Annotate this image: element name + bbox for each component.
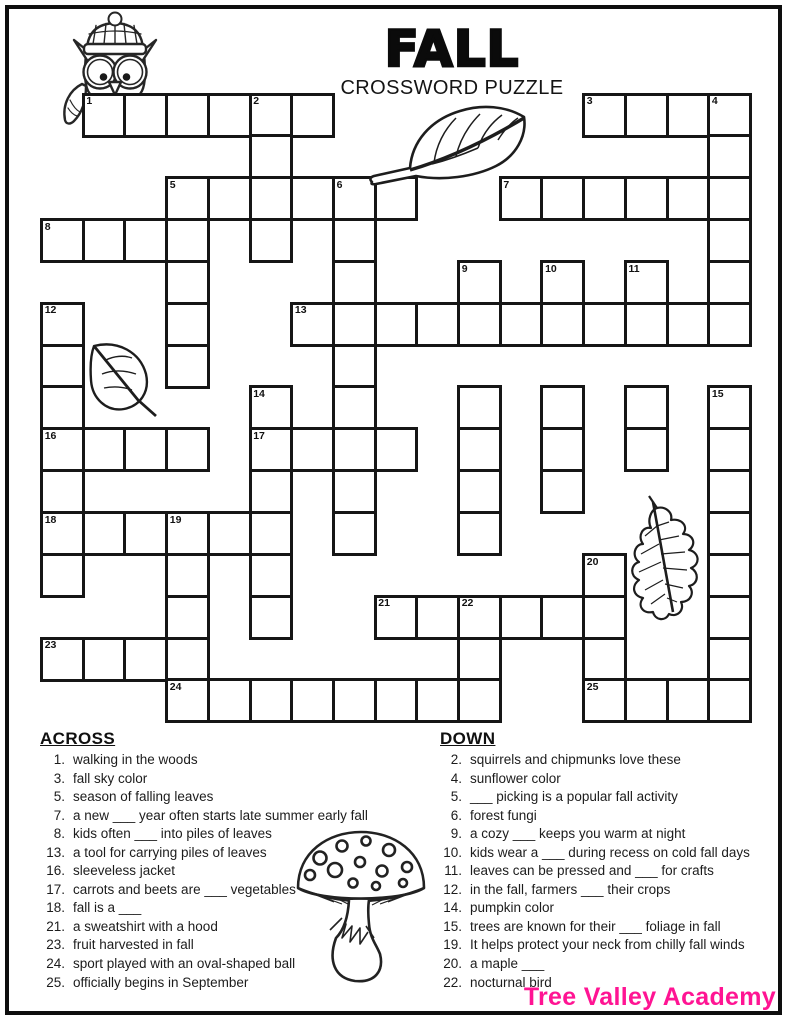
grid-cell[interactable] bbox=[540, 176, 585, 221]
grid-cell[interactable] bbox=[165, 427, 210, 472]
grid-cell[interactable] bbox=[249, 134, 294, 179]
grid-cell[interactable] bbox=[249, 678, 294, 723]
grid-cell[interactable] bbox=[332, 678, 377, 723]
clue-number: 9. bbox=[450, 826, 462, 842]
grid-cell[interactable] bbox=[707, 637, 752, 682]
cell-number: 10 bbox=[545, 262, 557, 275]
grid-cell[interactable] bbox=[374, 678, 419, 723]
grid-cell[interactable] bbox=[582, 176, 627, 221]
grid-cell[interactable] bbox=[332, 218, 377, 263]
grid-cell[interactable] bbox=[499, 595, 544, 640]
clue-text: a maple ___ bbox=[470, 956, 545, 972]
cell-number: 15 bbox=[711, 388, 724, 401]
cell-number: 13 bbox=[294, 304, 307, 317]
clue-text: fall is a ___ bbox=[73, 900, 142, 916]
cell-number: 5 bbox=[169, 178, 176, 191]
grid-cell[interactable] bbox=[165, 637, 210, 682]
clue-number: 15. bbox=[443, 918, 462, 934]
clue-text: carrots and beets are ___ vegetables bbox=[73, 881, 296, 897]
grid-cell[interactable] bbox=[165, 344, 210, 389]
grid-cell[interactable] bbox=[707, 553, 752, 598]
clue-number: 8. bbox=[53, 826, 65, 842]
clue-item bbox=[40, 844, 368, 863]
across-heading: ACROSS bbox=[40, 729, 116, 748]
grid-cell[interactable] bbox=[290, 176, 335, 221]
grid-cell[interactable] bbox=[707, 302, 752, 347]
grid-cell[interactable] bbox=[499, 302, 544, 347]
grid-cell[interactable] bbox=[457, 469, 502, 514]
grid-cell[interactable] bbox=[82, 511, 127, 556]
feather-leaf-icon bbox=[364, 98, 538, 194]
cell-number: 20 bbox=[586, 555, 599, 568]
clue-text: walking in the woods bbox=[73, 752, 198, 767]
clue-text: season of falling leaves bbox=[73, 789, 214, 805]
grid-cell[interactable] bbox=[82, 637, 127, 682]
clue-number: 5. bbox=[53, 789, 65, 805]
grid-cell[interactable] bbox=[624, 93, 669, 138]
clue-number: 6. bbox=[450, 807, 462, 823]
clue-item bbox=[437, 918, 750, 937]
grid-cell[interactable] bbox=[40, 344, 85, 389]
clue-text: ___ picking is a popular fall activity bbox=[470, 789, 678, 805]
clue-item bbox=[437, 807, 750, 826]
grid-cell[interactable] bbox=[40, 553, 85, 598]
grid-cell[interactable] bbox=[332, 427, 377, 472]
across-clue-list bbox=[40, 751, 368, 992]
grid-cell[interactable] bbox=[290, 678, 335, 723]
grid-cell[interactable] bbox=[290, 93, 335, 138]
clue-text: It helps protect your neck from chilly fall winds bbox=[470, 937, 745, 953]
clue-text: in the fall, farmers ___ their crops bbox=[470, 881, 671, 897]
grid-cell[interactable] bbox=[624, 176, 669, 221]
cell-number: 3 bbox=[586, 95, 593, 108]
cell-number: 6 bbox=[336, 178, 343, 191]
grid-cell[interactable] bbox=[624, 302, 669, 347]
cell-number: 9 bbox=[461, 262, 468, 275]
cell-number: 17 bbox=[253, 430, 265, 442]
clue-number: 19. bbox=[443, 937, 462, 953]
grid-cell[interactable] bbox=[415, 302, 460, 347]
cell-number: 4 bbox=[711, 95, 718, 108]
clue-item bbox=[40, 881, 368, 900]
cell-number: 8 bbox=[44, 220, 51, 233]
cell-number: 14 bbox=[253, 388, 265, 401]
grid-cell[interactable] bbox=[332, 302, 377, 347]
clue-item bbox=[40, 955, 368, 974]
grid-cell[interactable] bbox=[540, 427, 585, 472]
clue-number: 21. bbox=[46, 918, 65, 934]
clue-text: nocturnal bird bbox=[470, 974, 552, 990]
clue-text: a cozy ___ keeps you warm at night bbox=[470, 826, 686, 842]
grid-cell[interactable] bbox=[457, 385, 502, 430]
clue-text: pumpkin color bbox=[470, 900, 555, 916]
clue-text: sport played with an oval-shaped ball bbox=[73, 956, 296, 972]
clue-number: 23. bbox=[46, 937, 65, 953]
page-title: FALL bbox=[384, 20, 520, 78]
cell-number: 11 bbox=[628, 262, 640, 275]
grid-cell[interactable] bbox=[457, 678, 502, 723]
grid-cell[interactable] bbox=[707, 218, 752, 263]
grid-cell[interactable] bbox=[457, 302, 502, 347]
grid-cell[interactable] bbox=[165, 302, 210, 347]
cell-number: 25 bbox=[586, 681, 599, 694]
clue-number: 20. bbox=[443, 956, 462, 972]
grid-cell[interactable] bbox=[707, 260, 752, 305]
grid-cell[interactable] bbox=[123, 427, 168, 472]
clue-number: 16. bbox=[46, 863, 65, 879]
grid-cell[interactable] bbox=[40, 469, 85, 514]
clue-number: 14. bbox=[443, 900, 462, 916]
cell-number: 24 bbox=[169, 681, 182, 694]
grid-cell[interactable] bbox=[249, 511, 294, 556]
cell-number: 12 bbox=[44, 304, 57, 317]
grid-cell[interactable] bbox=[165, 260, 210, 305]
grid-cell[interactable] bbox=[290, 427, 335, 472]
clue-item bbox=[437, 751, 750, 770]
grid-cell[interactable] bbox=[707, 678, 752, 723]
clue-item bbox=[437, 770, 750, 789]
grid-cell[interactable] bbox=[540, 595, 585, 640]
grid-cell[interactable] bbox=[457, 637, 502, 682]
grid-cell[interactable] bbox=[707, 427, 752, 472]
grid-cell[interactable] bbox=[666, 176, 711, 221]
grid-cell[interactable] bbox=[624, 678, 669, 723]
grid-cell[interactable] bbox=[374, 302, 419, 347]
grid-cell[interactable] bbox=[332, 260, 377, 305]
clue-number: 11. bbox=[444, 863, 462, 879]
grid-cell[interactable] bbox=[165, 218, 210, 263]
clue-item bbox=[437, 844, 750, 863]
cell-number: 19 bbox=[169, 513, 182, 526]
grid-cell[interactable] bbox=[332, 469, 377, 514]
clue-item bbox=[437, 788, 750, 807]
clue-text: forest fungi bbox=[470, 807, 537, 823]
clue-item bbox=[437, 955, 750, 974]
grid-cell[interactable] bbox=[165, 93, 210, 138]
cell-number: 16 bbox=[44, 430, 57, 442]
grid-cell[interactable] bbox=[165, 553, 210, 598]
grid-cell[interactable] bbox=[540, 302, 585, 347]
grid-cell[interactable] bbox=[457, 427, 502, 472]
clue-text: leaves can be pressed and ___ for crafts bbox=[470, 863, 714, 879]
clue-number: 3. bbox=[53, 770, 65, 786]
clue-text: fall sky color bbox=[73, 770, 148, 786]
clue-item bbox=[437, 881, 750, 900]
clue-item bbox=[40, 974, 368, 993]
clue-text: officially begins in September bbox=[73, 974, 249, 990]
grid-cell[interactable] bbox=[332, 385, 377, 430]
grid-cell[interactable] bbox=[540, 469, 585, 514]
birch-leaf-icon bbox=[84, 340, 164, 424]
clue-item bbox=[437, 862, 750, 881]
clue-number: 5. bbox=[450, 789, 462, 805]
grid-cell[interactable] bbox=[707, 469, 752, 514]
cell-number: 22 bbox=[461, 597, 474, 610]
grid-cell[interactable] bbox=[624, 385, 669, 430]
clue-item bbox=[40, 751, 368, 770]
grid-cell[interactable] bbox=[374, 427, 419, 472]
clue-item bbox=[40, 899, 368, 918]
grid-cell[interactable] bbox=[624, 427, 669, 472]
clue-item bbox=[40, 788, 368, 807]
grid-cell[interactable] bbox=[123, 511, 168, 556]
clue-text: kids wear a ___ during recess on cold fall days bbox=[470, 844, 750, 860]
grid-cell[interactable] bbox=[123, 218, 168, 263]
clue-text: a new ___ year often starts late summer early fall bbox=[73, 807, 368, 823]
grid-cell[interactable] bbox=[40, 385, 85, 430]
grid-cell[interactable] bbox=[82, 427, 127, 472]
clue-item bbox=[40, 825, 368, 844]
clue-number: 12. bbox=[443, 881, 462, 897]
clue-text: squirrels and chipmunks love these bbox=[470, 752, 681, 767]
clue-item bbox=[437, 936, 750, 955]
clue-item bbox=[40, 936, 368, 955]
cell-number: 21 bbox=[378, 597, 390, 610]
clue-number: 18. bbox=[46, 900, 65, 916]
grid-cell[interactable] bbox=[707, 511, 752, 556]
clue-number: 10. bbox=[443, 844, 462, 860]
grid-cell[interactable] bbox=[123, 637, 168, 682]
oak-leaf-icon bbox=[627, 492, 705, 626]
grid-cell[interactable] bbox=[249, 176, 294, 221]
clue-text: a tool for carrying piles of leaves bbox=[73, 844, 267, 860]
grid-cell[interactable] bbox=[666, 302, 711, 347]
grid-cell[interactable] bbox=[415, 595, 460, 640]
grid-cell[interactable] bbox=[123, 93, 168, 138]
grid-cell[interactable] bbox=[249, 553, 294, 598]
grid-cell[interactable] bbox=[249, 218, 294, 263]
grid-cell[interactable] bbox=[207, 176, 252, 221]
clue-number: 2. bbox=[450, 752, 462, 767]
clue-number: 24. bbox=[46, 956, 65, 972]
grid-cell[interactable] bbox=[540, 385, 585, 430]
clue-number: 25. bbox=[46, 974, 65, 990]
grid-cell[interactable] bbox=[666, 93, 711, 138]
cell-number: 7 bbox=[503, 178, 510, 191]
clue-text: sunflower color bbox=[470, 770, 561, 786]
grid-cell[interactable] bbox=[249, 595, 294, 640]
clue-number: 22. bbox=[443, 974, 462, 990]
clue-text: sleeveless jacket bbox=[73, 863, 176, 879]
grid-cell[interactable] bbox=[82, 218, 127, 263]
grid-cell[interactable] bbox=[415, 678, 460, 723]
grid-cell[interactable] bbox=[332, 344, 377, 389]
grid-cell[interactable] bbox=[707, 595, 752, 640]
brand-logo-text: Tree Valley Academy bbox=[523, 983, 776, 1011]
clue-item bbox=[40, 807, 368, 826]
clue-number: 17. bbox=[46, 881, 65, 897]
clue-item bbox=[437, 825, 750, 844]
grid-cell[interactable] bbox=[207, 678, 252, 723]
cell-number: 2 bbox=[253, 95, 260, 108]
grid-cell[interactable] bbox=[165, 595, 210, 640]
title-block bbox=[322, 20, 582, 100]
clue-text: trees are known for their ___ foliage in fall bbox=[470, 918, 721, 934]
grid-cell[interactable] bbox=[666, 678, 711, 723]
cell-number: 1 bbox=[86, 95, 93, 108]
grid-cell[interactable] bbox=[582, 637, 627, 682]
grid-cell[interactable] bbox=[707, 176, 752, 221]
grid-cell[interactable] bbox=[707, 134, 752, 179]
clue-number: 7. bbox=[53, 807, 65, 823]
clue-number: 13. bbox=[46, 844, 65, 860]
grid-cell[interactable] bbox=[457, 511, 502, 556]
clue-number: 4. bbox=[450, 770, 462, 786]
down-heading: DOWN bbox=[440, 729, 496, 748]
page-subtitle: CROSSWORD PUZZLE bbox=[340, 77, 564, 99]
clue-item bbox=[40, 862, 368, 881]
cell-number: 23 bbox=[44, 639, 57, 652]
clue-item bbox=[40, 770, 368, 789]
grid-cell[interactable] bbox=[582, 595, 627, 640]
clue-number: 1. bbox=[53, 752, 65, 767]
clue-item bbox=[40, 918, 368, 937]
grid-cell[interactable] bbox=[332, 511, 377, 556]
clue-item bbox=[437, 899, 750, 918]
clue-text: kids often ___ into piles of leaves bbox=[73, 826, 272, 842]
grid-cell[interactable] bbox=[249, 469, 294, 514]
grid-cell[interactable] bbox=[207, 511, 252, 556]
grid-cell[interactable] bbox=[582, 302, 627, 347]
cell-number: 18 bbox=[44, 513, 57, 526]
clue-text: a sweatshirt with a hood bbox=[73, 918, 218, 934]
down-clue-list bbox=[437, 751, 750, 992]
clue-text: fruit harvested in fall bbox=[73, 937, 194, 953]
grid-cell[interactable] bbox=[207, 93, 252, 138]
